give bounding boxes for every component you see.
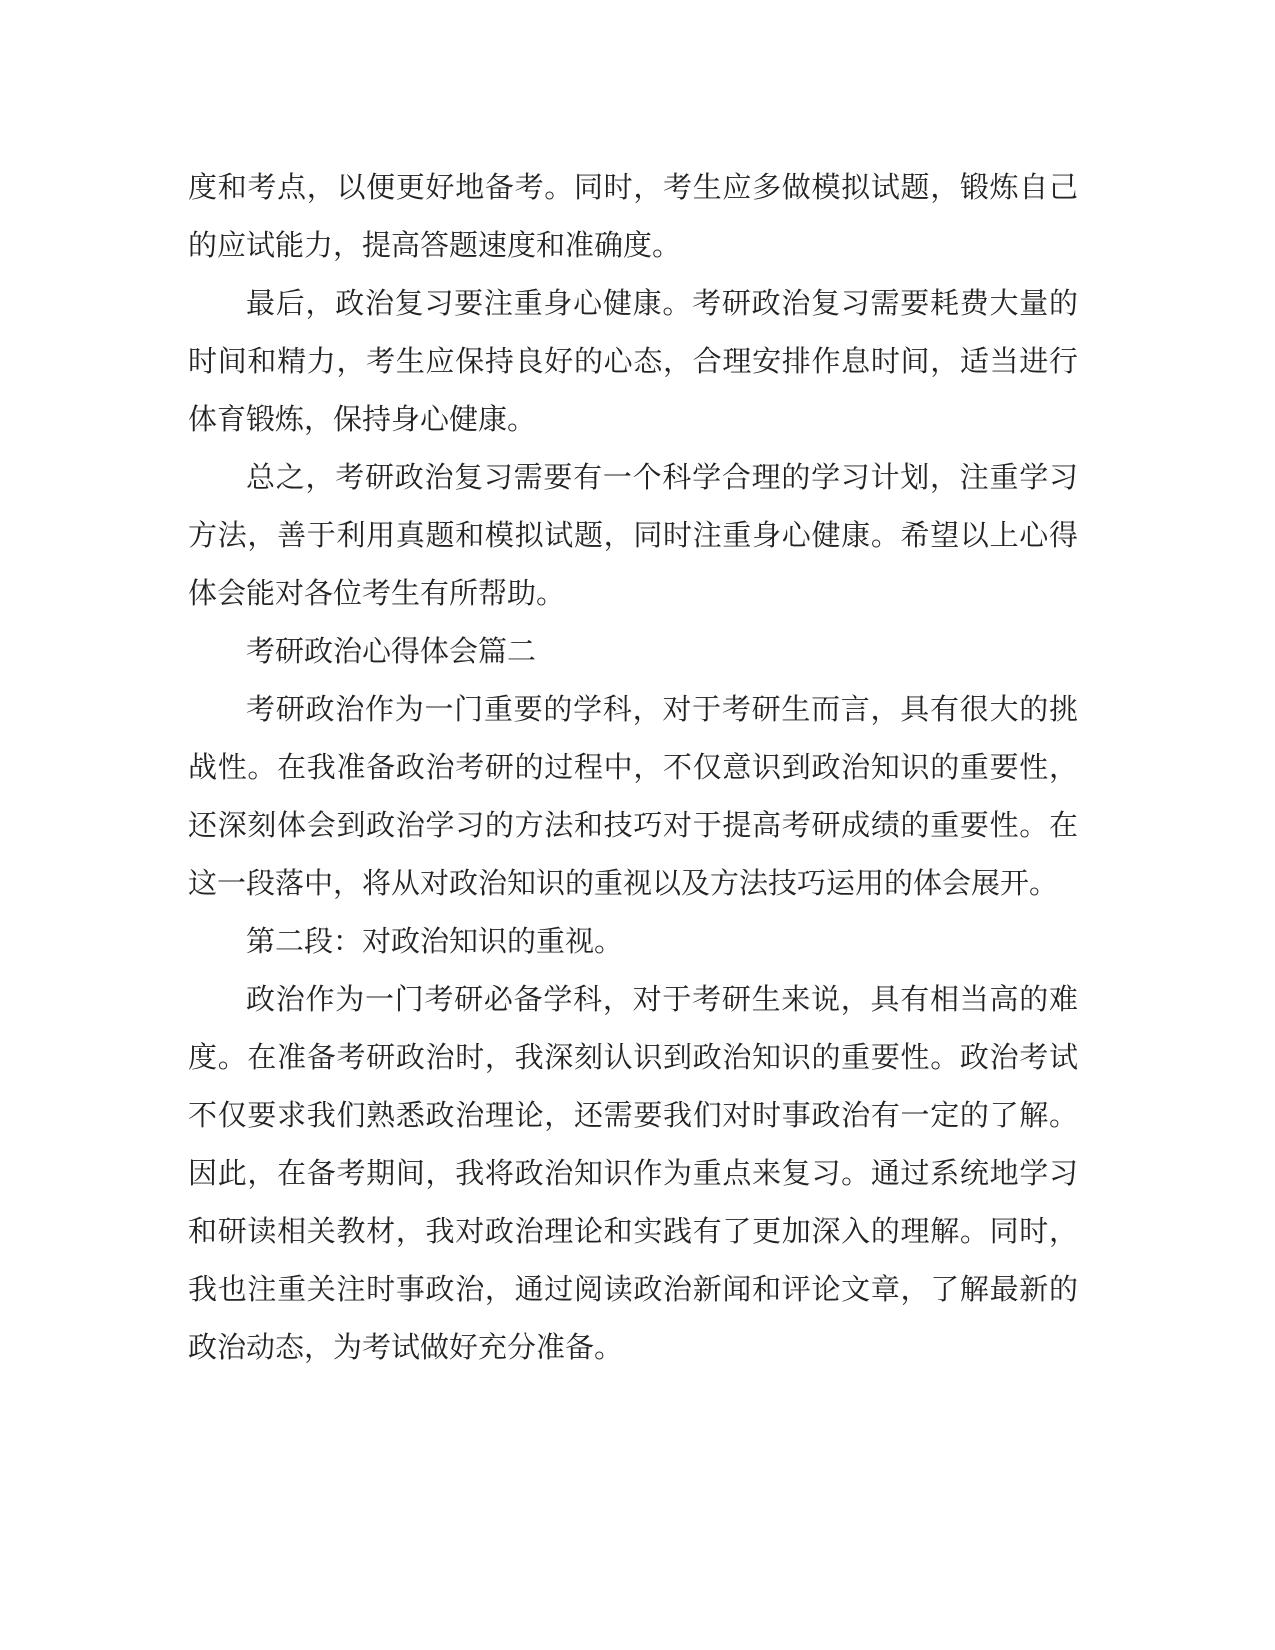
paragraph-1: 度和考点，以便更好地备考。同时，考生应多做模拟试题，锻炼自己的应试能力，提高答题速度和准确度。 xyxy=(188,170,1078,262)
paragraph-2: 最后，政治复习要注重身心健康。考研政治复习需要耗费大量的时间和精力，考生应保持良好的心态，合理安排作息时间，适当进行体育锻炼，保持身心健康。 xyxy=(188,286,1078,436)
section-heading: 考研政治心得体会篇二 xyxy=(246,634,537,668)
paragraph-7: 政治作为一门考研必备学科，对于考研生来说，具有相当高的难度。在准备考研政治时，我深刻认识到政治知识的重要性。政治考试不仅要求我们熟悉政治理论，还需要我们对时事政治有一定的了解。因此，在备考期间，我将政治知识作为重点来复习。通过系统地学习和研读相关教材，我对政治理论和实践有了更加深入的理解。同时，我也注重关注时事政治，通过阅读政治新闻和评论文章，了解最新的政治动态，为考试做好充分准备。 xyxy=(188,982,1078,1364)
subsection-heading: 第二段：对政治知识的重视。 xyxy=(246,924,624,958)
paragraph-5: 考研政治作为一门重要的学科，对于考研生而言，具有很大的挑战性。在我准备政治考研的过程中，不仅意识到政治知识的重要性，还深刻体会到政治学习的方法和技巧对于提高考研成绩的重要性。在这一段落中，将从对政治知识的重视以及方法技巧运用的体会展开。 xyxy=(188,692,1078,900)
document-body xyxy=(188,158,1078,1376)
paragraph-3: 总之，考研政治复习需要有一个科学合理的学习计划，注重学习方法，善于利用真题和模拟试题，同时注重身心健康。希望以上心得体会能对各位考生有所帮助。 xyxy=(188,460,1078,610)
